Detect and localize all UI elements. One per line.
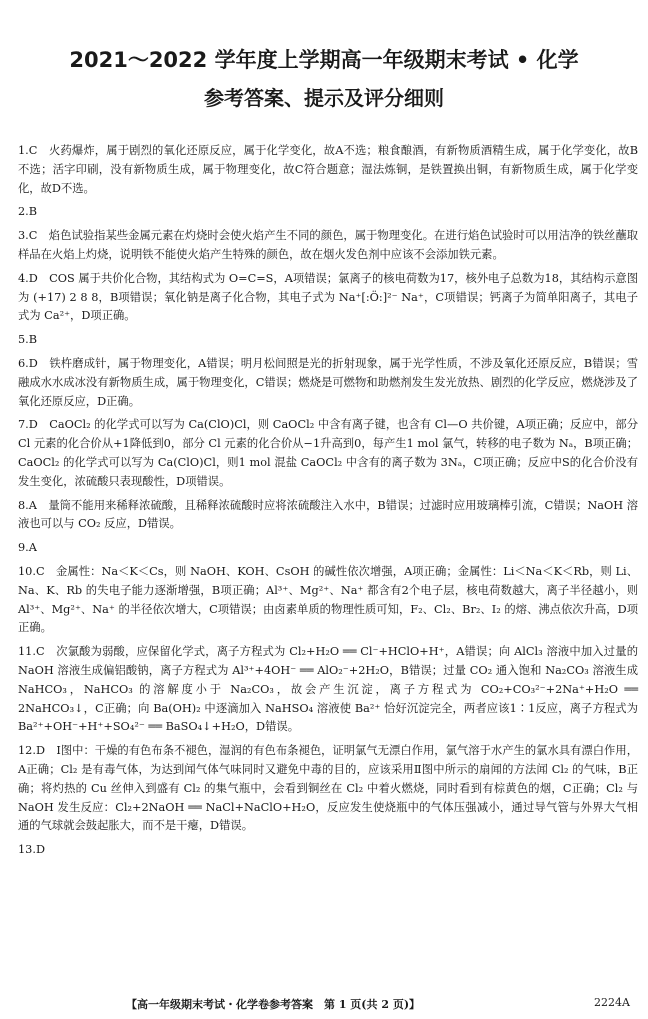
answer-item-12: 12.D Ⅰ图中：干燥的有色布条不褪色，湿润的有色布条褪色，证明氯气无漂白作用，氯气溶于水产生的氯水具有漂白作用，A正确；Cl₂ 是有毒气体，为达到闻气体气味同时又避免中毒的目的，应该采用Ⅱ图中所示的扇闻的方法闻 Cl₂ 的气味，B正确；将灼热的 Cu 丝伸入到盛有 Cl₂ 的集气瓶中，会看到铜丝在 Cl₂ 中着火燃烧，同时看到有棕黄色的烟，C正确；Cl₂ 与 NaOH 发生反应：Cl₂+2NaOH ══ NaCl+NaClO+H₂O，反应发生使烧瓶中的气体压强减小，通过导气管与外界大气相通的气球就会鼓起胀大，而不是干瘪，D错误。 [18,744,638,833]
document-title: 2021～2022 学年度上学期高一年级期末考试 • 化学 [69,48,579,72]
answer-item-8: 8.A 量筒不能用来稀释浓硫酸，且稀释浓硫酸时应将浓硫酸注入水中，B错误；过滤时应用玻璃棒引流，C错误；NaOH 溶液也可以与 CO₂ 反应，D错误。 [18,498,638,531]
footer-text: 【高一年级期末考试・化学卷参考答案 第 1 页(共 2 页)】 [126,998,421,1011]
answer-item-5: 5.B [18,333,38,347]
footer-code: 2224A [594,996,630,1009]
answer-item-2: 2.B [18,205,38,219]
answer-list [18,142,638,865]
answer-item-11: 11.C 次氯酸为弱酸，应保留化学式，离子方程式为 Cl₂+H₂O ══ Cl⁻+HClO+H⁺，A错误；向 AlCl₃ 溶液中加入过量的 NaOH 溶液生成偏铝酸钠，离子方程式为 Al³⁺+4OH⁻ ══ AlO₂⁻+2H₂O，B错误；过量 CO₂ 通入饱和 Na₂CO₃ 溶液生成 NaHCO₃，NaHCO₃ 的溶解度小于 Na₂CO₃，故会产生沉淀，离子方程式为 CO₂+CO₃²⁻+2Na⁺+H₂O ══ 2NaHCO₃↓，C正确；向 Ba(OH)₂ 中逐滴加入 NaHSO₄ 溶液使 Ba²⁺ 恰好沉淀完全，两者应该1∶1反应，离子方程式为 Ba²⁺+OH⁻+H⁺+SO₄²⁻ ══ BaSO₄↓+H₂O，D错误。 [18,645,638,734]
answer-item-10: 10.C 金属性：Na＜K＜Cs，则 NaOH、KOH、CsOH 的碱性依次增强，A项正确；金属性：Li＜Na＜K＜Rb，则 Li、Na、K、Rb 的失电子能力逐渐增强，B项正确；Al³⁺、Mg²⁺、Na⁺ 都含有2个电子层，核电荷数越大，离子半径越小，则 Al³⁺、Mg²⁺、Na⁺ 的半径依次增大，C项错误；由卤素单质的物理性质可知，F₂、Cl₂、Br₂、I₂ 的熔、沸点依次升高，D项正确。 [18,564,638,635]
answer-item-4: 4.D COS 属于共价化合物，其结构式为 O=C=S，A项错误；氯离子的核电荷数为17，核外电子总数为18，其结构示意图为 (+17) 2 8 8，B项错误；氧化钠是离子化合物，其电子式为 Na⁺[:Ö:]²⁻ Na⁺，C项错误；钙离子为简单阳离子，其电子式为 Ca²⁺，D项正确。 [18,271,638,323]
answer-item-9: 9.A [18,541,37,555]
document-subtitle: 参考答案、提示及评分细则 [204,86,444,110]
answer-item-13: 13.D [18,843,46,857]
answer-item-7: 7.D CaOCl₂ 的化学式可以写为 Ca(ClO)Cl，则 CaOCl₂ 中含有离子键，也含有 Cl—O 共价键，A项正确；反应中，部分 Cl 元素的化合价从+1降低到0，部分 Cl 元素的化合价从−1升高到0，每产生1 mol 氯气，转移的电子数为 Nₐ，B项正确；CaOCl₂ 的化学式可以写为 Ca(ClO)Cl，则1 mol 混盐 CaOCl₂ 中含有的离子数为 3Nₐ，C项正确；反应中S的化合价没有发生变化，浓硫酸只表现酸性，D项错误。 [18,418,638,488]
answer-item-1: 1.C 火药爆炸，属于剧烈的氧化还原反应，属于化学变化，故A不选；粮食酿酒，有新物质酒精生成，属于化学变化，故B不选；活字印刷，没有新物质生成，属于物理变化，故C符合题意；湿法炼铜，是铁置换出铜，有新物质生成，属于化学变化，故D不选。 [18,144,638,195]
answer-item-3: 3.C 焰色试验指某些金属元素在灼烧时会使火焰产生不同的颜色，属于物理变化。在进行焰色试验时可以用洁净的铁丝蘸取样品在火焰上灼烧，说明铁不能使火焰产生特殊的颜色，故在烟火发色剂中应该不会添加铁元素。 [18,229,638,261]
answer-item-6: 6.D 铁杵磨成针，属于物理变化，A错误；明月松间照是光的折射现象，属于光学性质，不涉及氧化还原反应，B错误；雪融成水水成冰没有新物质生成，属于物理变化，C错误；燃烧是可燃物和助燃剂发生发光放热、剧烈的化学反应，燃烧涉及了氧化还原反应，D正确。 [18,356,638,408]
